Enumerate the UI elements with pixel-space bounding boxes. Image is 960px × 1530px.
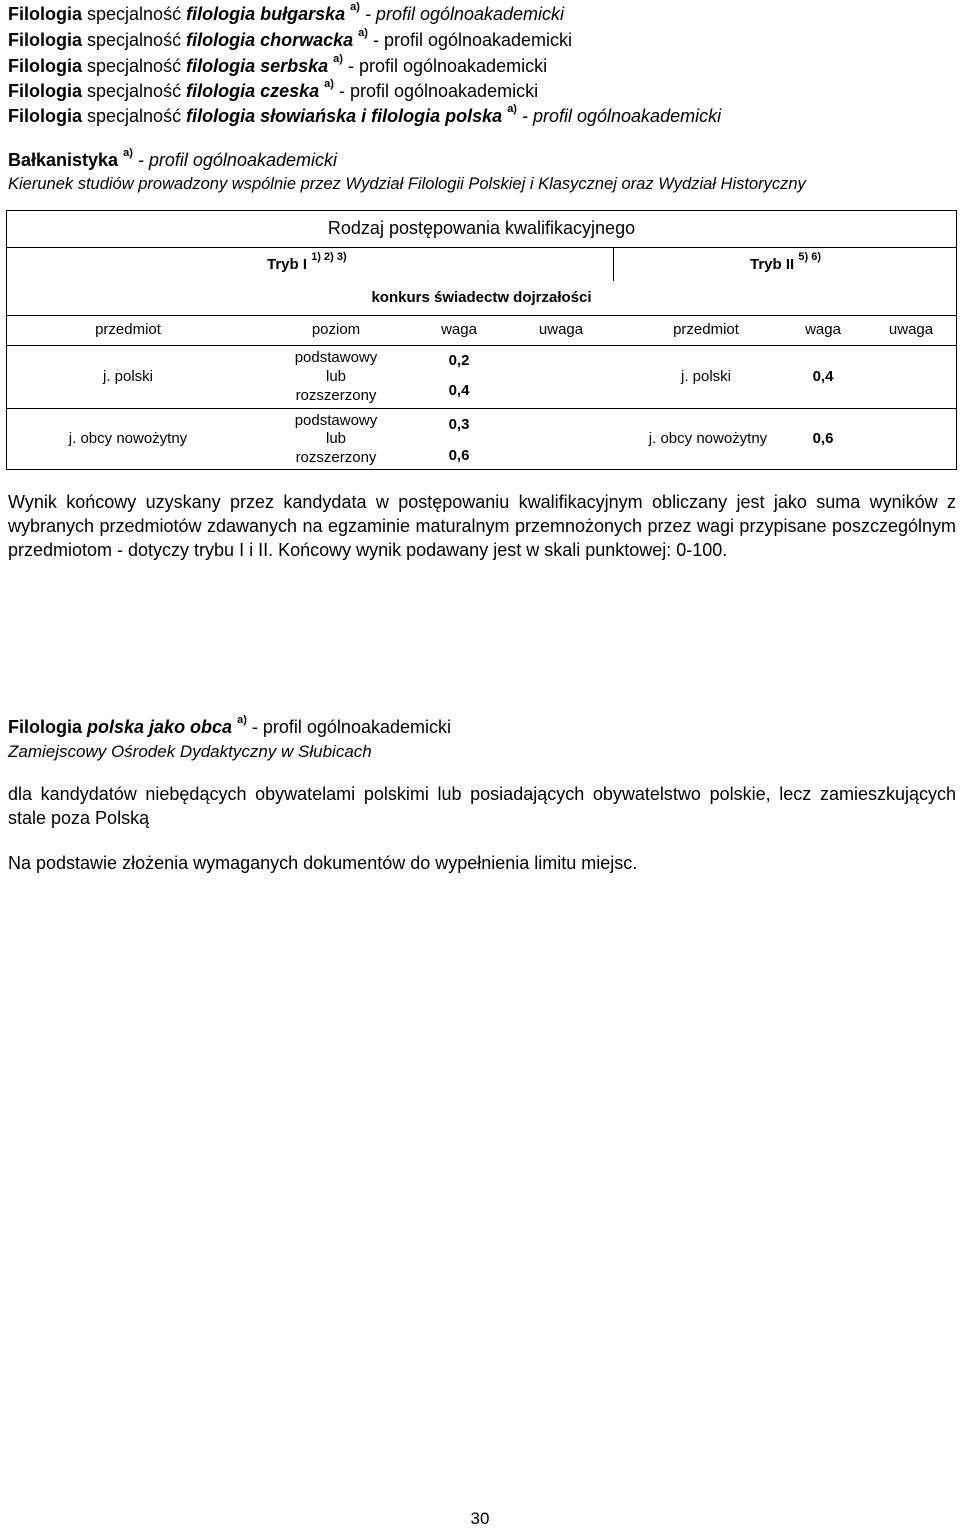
- weight-cell: 0,4: [812, 368, 834, 385]
- column-header: przedmiot: [95, 321, 161, 338]
- subject-cell: j. polski: [680, 368, 732, 385]
- level-cell: rozszerzony: [295, 387, 377, 404]
- table-border: [613, 247, 614, 281]
- footnote-marker: a): [333, 53, 343, 65]
- level-cell: lub: [325, 430, 347, 447]
- table-border: [6, 408, 957, 409]
- program-line: [8, 27, 573, 51]
- table-border: [6, 345, 957, 346]
- profile-label: - profil ogólnoakademicki: [372, 30, 573, 50]
- column-header: uwaga: [538, 321, 584, 338]
- profile-label: - profil ogólnoakademicki: [347, 56, 548, 76]
- column-header: waga: [805, 321, 841, 338]
- program-line: [8, 714, 451, 738]
- weight-cell: 0,6: [448, 447, 470, 464]
- weight-cell: 0,3: [448, 416, 470, 433]
- subject-cell: j. obcy nowożytny: [648, 430, 768, 447]
- balkan-line: [8, 147, 337, 171]
- specialty-label: specjalność: [87, 81, 182, 101]
- table-border: [6, 247, 957, 248]
- footnote-marker: a): [358, 27, 368, 39]
- specialty-name: filologia serbska: [186, 56, 329, 76]
- balkan-note: Kierunek studiów prowadzony wspólnie przez Wydział Filologii Polskiej i Klasycznej oraz Wydział Historyczny: [8, 175, 806, 193]
- footnote-marker: a): [350, 1, 360, 13]
- table-border: [6, 210, 7, 470]
- mode-1-label: [267, 251, 347, 273]
- location-line: Zamiejscowy Ośrodek Dydaktyczny w Słubicach: [8, 742, 372, 761]
- specialty-name: polska jako obca: [87, 717, 233, 737]
- field-name: Filologia: [8, 81, 82, 101]
- specialty-label: specjalność: [87, 30, 182, 50]
- field-name: Filologia: [8, 4, 82, 24]
- footnote-marker: a): [507, 103, 517, 115]
- mode-2-footnotes: 5) 6): [798, 251, 821, 263]
- subject-cell: j. obcy nowożytny: [68, 430, 188, 447]
- program-line: [8, 53, 548, 77]
- specialty-name: filologia czeska: [186, 81, 320, 101]
- specialty-label: specjalność: [87, 56, 182, 76]
- column-header: poziom: [311, 321, 361, 338]
- weight-cell: 0,4: [448, 382, 470, 399]
- level-cell: podstawowy: [294, 349, 378, 366]
- table-subheader: konkurs świadectw dojrzałości: [371, 289, 592, 306]
- profile-label: - profil ogólnoakademicki: [364, 4, 565, 24]
- field-name: Filologia: [8, 30, 82, 50]
- profile-label: - profil ogólnoakademicki: [521, 106, 722, 126]
- specialty-name: filologia bułgarska: [186, 4, 346, 24]
- mode-2-label: [750, 251, 821, 273]
- table-border: [6, 469, 957, 470]
- footnote-marker: a): [237, 714, 247, 726]
- specialty-label: specjalność: [87, 106, 182, 126]
- specialty-name: filologia słowiańska i filologia polska: [186, 106, 503, 126]
- column-header: uwaga: [888, 321, 934, 338]
- field-name: Filologia: [8, 106, 82, 126]
- page-number: 30: [470, 1509, 490, 1528]
- mode-2-text: Tryb II: [750, 256, 795, 273]
- column-header: przedmiot: [673, 321, 739, 338]
- result-description: Wynik końcowy uzyskany przez kandydata w postępowaniu kwalifikacyjnym obliczany jest jako suma wyników z wybranych przedmiotów zdawanych na egzaminie maturalnym przemnożonych przez wagi przypisane poszczególnym przedmiotom - dotyczy trybu I i II. Końcowy wynik podawany jest w skali punktowej: 0-100.: [8, 492, 956, 560]
- profile-label: - profil ogólnoakademicki: [338, 81, 539, 101]
- level-cell: podstawowy: [294, 412, 378, 429]
- column-header: waga: [441, 321, 477, 338]
- field-name: Filologia: [8, 717, 82, 737]
- mode-1-footnotes: 1) 2) 3): [311, 251, 347, 263]
- program-line: [8, 1, 565, 25]
- specialty-label: specjalność: [87, 4, 182, 24]
- profile-label: - profil ogólnoakademicki: [137, 150, 337, 170]
- specialty-name: filologia chorwacka: [186, 30, 354, 50]
- footnote-marker: a): [324, 78, 334, 90]
- program-line: [8, 103, 722, 127]
- program-name: Bałkanistyka: [8, 150, 119, 170]
- mode-1-text: Tryb I: [267, 256, 308, 273]
- profile-label: - profil ogólnoakademicki: [251, 717, 451, 737]
- qualification-table: [6, 210, 957, 470]
- table-border: [6, 315, 957, 316]
- footnote-marker: a): [123, 147, 133, 159]
- weight-cell: 0,2: [448, 352, 470, 369]
- field-name: Filologia: [8, 56, 82, 76]
- table-title: Rodzaj postępowania kwalifikacyjnego: [327, 218, 636, 238]
- weight-cell: 0,6: [812, 430, 834, 447]
- table-border: [956, 210, 957, 470]
- audience-description: dla kandydatów niebędących obywatelami polskimi lub posiadających obywatelstwo polskie, lecz zamieszkujących stale poza Polską: [8, 784, 956, 828]
- table-border: [6, 210, 957, 211]
- basis-description: Na podstawie złożenia wymaganych dokumentów do wypełnienia limitu miejsc.: [8, 853, 638, 873]
- level-cell: lub: [325, 368, 347, 385]
- program-line: [8, 78, 539, 102]
- subject-cell: j. polski: [102, 368, 154, 385]
- level-cell: rozszerzony: [295, 449, 377, 466]
